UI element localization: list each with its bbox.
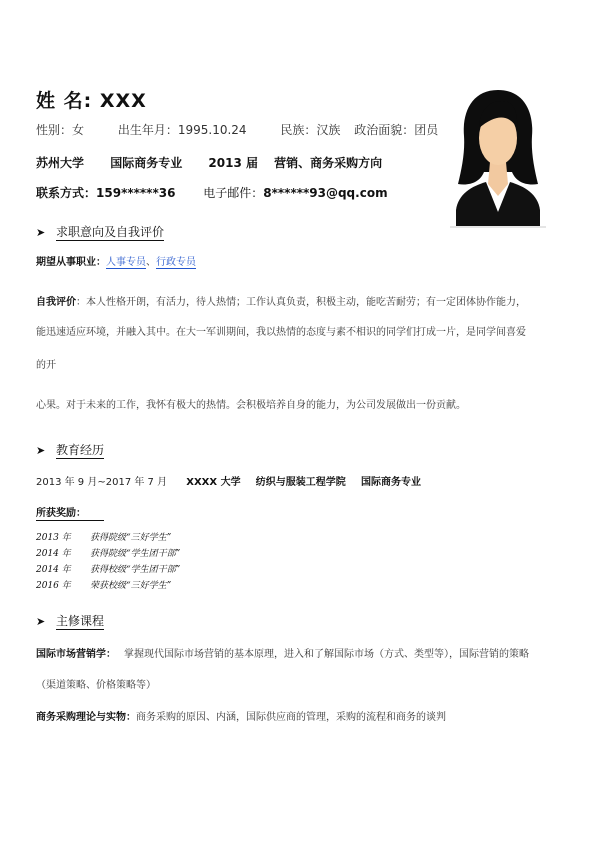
school-name: 苏州大学 [36,156,85,170]
arrow-bullet-icon: ➤ [36,444,46,457]
arrow-bullet-icon: ➤ [36,615,46,628]
gender: 性别：女 [36,123,85,137]
desired-job-label: 期望从事职业： [36,257,106,268]
name-label: 姓 名: [36,90,93,112]
awards-title: 所获奖励： [36,504,104,521]
personal-info-line [36,121,448,138]
award-year: 2013 年 [36,533,71,543]
section-heading: 教育经历 [56,443,105,457]
college-name: 纺织与服装工程学院 [255,477,346,488]
self-eval-line-3: 的开 [36,360,56,371]
phone-number: 159******36 [96,186,176,200]
course-1-text: 掌握现代国际市场营销的基本原理，进入和了解国际市场（方式、类型等），国际营销的策略 [124,649,529,660]
self-eval-text-1: ：本人性格开朗，有活力，待人热情；工作认真负责，积极主动，能吃苦耐劳；有一定团体协作能力， [76,297,526,308]
job-option-hr[interactable]: 人事专员 [106,257,146,268]
political-status: 政治面貌：团员 [354,123,439,137]
resume-name [36,86,147,113]
course-1-line-2: （渠道策略、价格策略等） [36,680,156,691]
self-eval-line-1 [36,293,526,308]
award-year: 2014 年 [36,565,71,575]
self-eval-label: 自我评价 [36,297,76,308]
education-major: 国际商务专业 [360,477,421,488]
section-heading: 求职意向及自我评价 [56,225,165,239]
university-name: XXXX 大学 [186,477,241,488]
education-period: 2013 年 9 月~2017 年 7 月 [36,477,168,488]
course-1-line-1 [36,645,529,660]
award-item [36,562,180,575]
section-career-objective [36,223,164,240]
major-name: 国际商务专业 [110,156,183,170]
self-eval-line-4: 心果。对于未来的工作，我怀有极大的热情。会积极培养自身的能力，为公司发展做出一份贡献。 [36,400,466,411]
birth-date: 出生年月：1995.10.24 [117,123,247,137]
job-separator: 、 [146,257,156,268]
desired-job-line [36,253,196,268]
award-text: 获得校级“学生团干部” [90,565,181,575]
section-courses [36,612,104,629]
job-option-admin[interactable]: 行政专员 [156,257,196,268]
award-item [36,530,171,543]
email-address: 8******93@qq.com [263,186,388,200]
section-education [36,441,104,458]
course-1-label: 国际市场营销学： [36,649,116,660]
award-item [36,578,171,591]
course-2-text: 商务采购的原因、内涵，国际供应商的管理，采购的流程和商务的谈判 [136,712,446,723]
contact-line [36,184,388,201]
section-heading: 主修课程 [56,614,105,628]
award-item [36,546,180,559]
email-label: 电子邮件： [203,186,264,200]
education-line [36,473,433,488]
award-text: 获得院级“学生团干部” [90,549,181,559]
arrow-bullet-icon: ➤ [36,226,46,239]
award-text: 获得院级“三好学生” [90,533,172,543]
name-value: XXX [99,90,147,112]
contact-label: 联系方式： [36,186,97,200]
school-line [36,154,404,171]
award-year: 2014 年 [36,549,71,559]
award-text: 荣获校级“三好学生” [90,581,172,591]
self-eval-line-2: 能迅速适应环境，并融入其中。在大一军训期间，我以热情的态度与素不相识的同学们打成一片，是同学间喜爱 [36,327,526,338]
ethnicity: 民族：汉族 [280,123,341,137]
female-avatar-icon [450,88,546,228]
course-2-label: 商务采购理论与实物： [36,712,136,723]
graduation-year: 2013 届 [208,156,258,170]
career-direction: 营销、商务采购方向 [274,156,383,170]
award-year: 2016 年 [36,581,71,591]
course-2-line [36,708,446,723]
